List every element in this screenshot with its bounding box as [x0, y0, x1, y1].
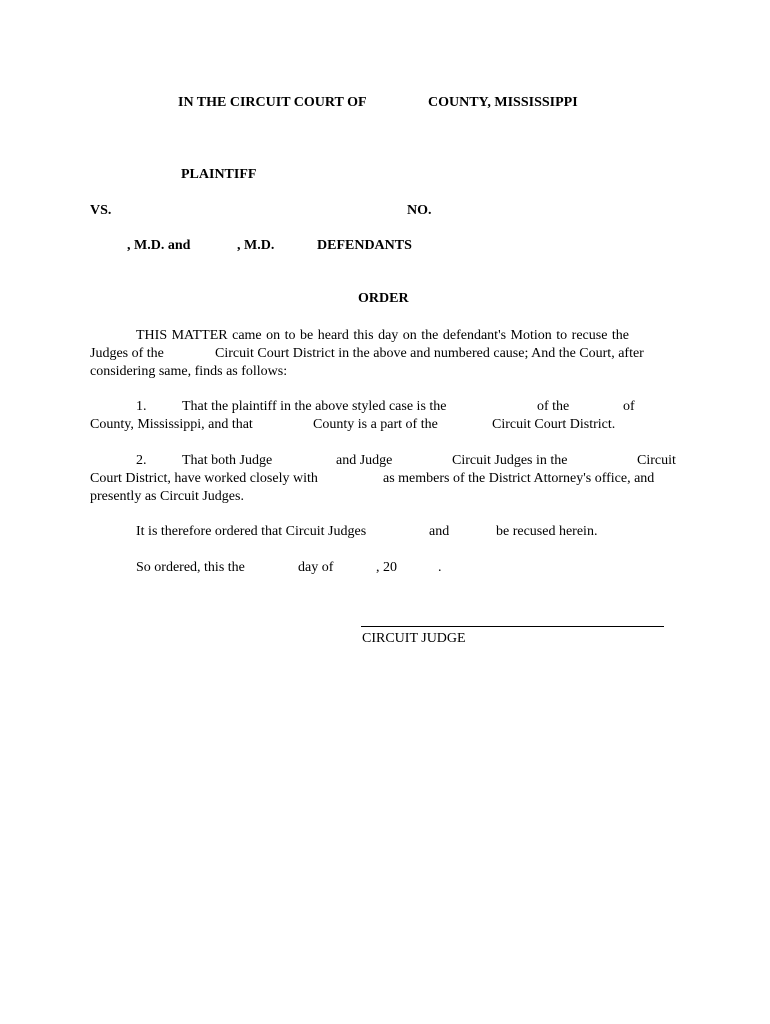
so-ordered-text: So ordered, this the: [136, 560, 245, 575]
item1-text-c: of: [623, 399, 635, 414]
item2-text-g: presently as Circuit Judges.: [90, 489, 244, 504]
item2-number: 2.: [136, 453, 147, 468]
year-prefix-text: , 20: [376, 560, 397, 575]
ordered-text-c: be recused herein.: [496, 524, 598, 539]
defendant-1-suffix: , M.D. and: [127, 238, 191, 253]
day-of-text: day of: [298, 560, 334, 575]
circuit-judge-label: CIRCUIT JUDGE: [362, 631, 466, 646]
para1-line1: THIS MATTER came on to be heard this day on the defendant's Motion to recuse the: [136, 328, 630, 343]
signature-line: [361, 626, 664, 627]
para1-line2a: Judges of the: [90, 346, 164, 361]
para1-line2b: Circuit Court District in the above and numbered cause; And the Court, after: [215, 346, 644, 361]
item1-text-e: County is a part of the: [313, 417, 438, 432]
item2-text-a: That both Judge: [182, 453, 273, 468]
item2-text-e: Court District, have worked closely with: [90, 471, 318, 486]
court-heading-left: IN THE CIRCUIT COURT OF: [178, 95, 367, 110]
ordered-text-a: It is therefore ordered that Circuit Judges: [136, 524, 367, 539]
order-title: ORDER: [358, 291, 409, 306]
versus-label: VS.: [90, 203, 112, 218]
item2-text-f: as members of the District Attorney's office, and: [383, 471, 655, 486]
defendants-label: DEFENDANTS: [317, 238, 412, 253]
item1-text-d: County, Mississippi, and that: [90, 417, 253, 432]
date-period: .: [438, 560, 442, 575]
defendant-2-suffix: , M.D.: [237, 238, 275, 253]
item1-number: 1.: [136, 399, 147, 414]
item2-text-c: Circuit Judges in the: [452, 453, 568, 468]
item1-text-a: That the plaintiff in the above styled case is the: [182, 399, 447, 414]
court-heading-right: COUNTY, MISSISSIPPI: [428, 95, 578, 110]
plaintiff-label: PLAINTIFF: [181, 167, 257, 182]
item2-text-d: Circuit: [637, 453, 676, 468]
ordered-text-b: and: [429, 524, 450, 539]
case-number-label: NO.: [407, 203, 432, 218]
para1-line3: considering same, finds as follows:: [90, 364, 288, 379]
item1-text-f: Circuit Court District.: [492, 417, 616, 432]
item2-text-b: and Judge: [336, 453, 393, 468]
item1-text-b: of the: [537, 399, 570, 414]
